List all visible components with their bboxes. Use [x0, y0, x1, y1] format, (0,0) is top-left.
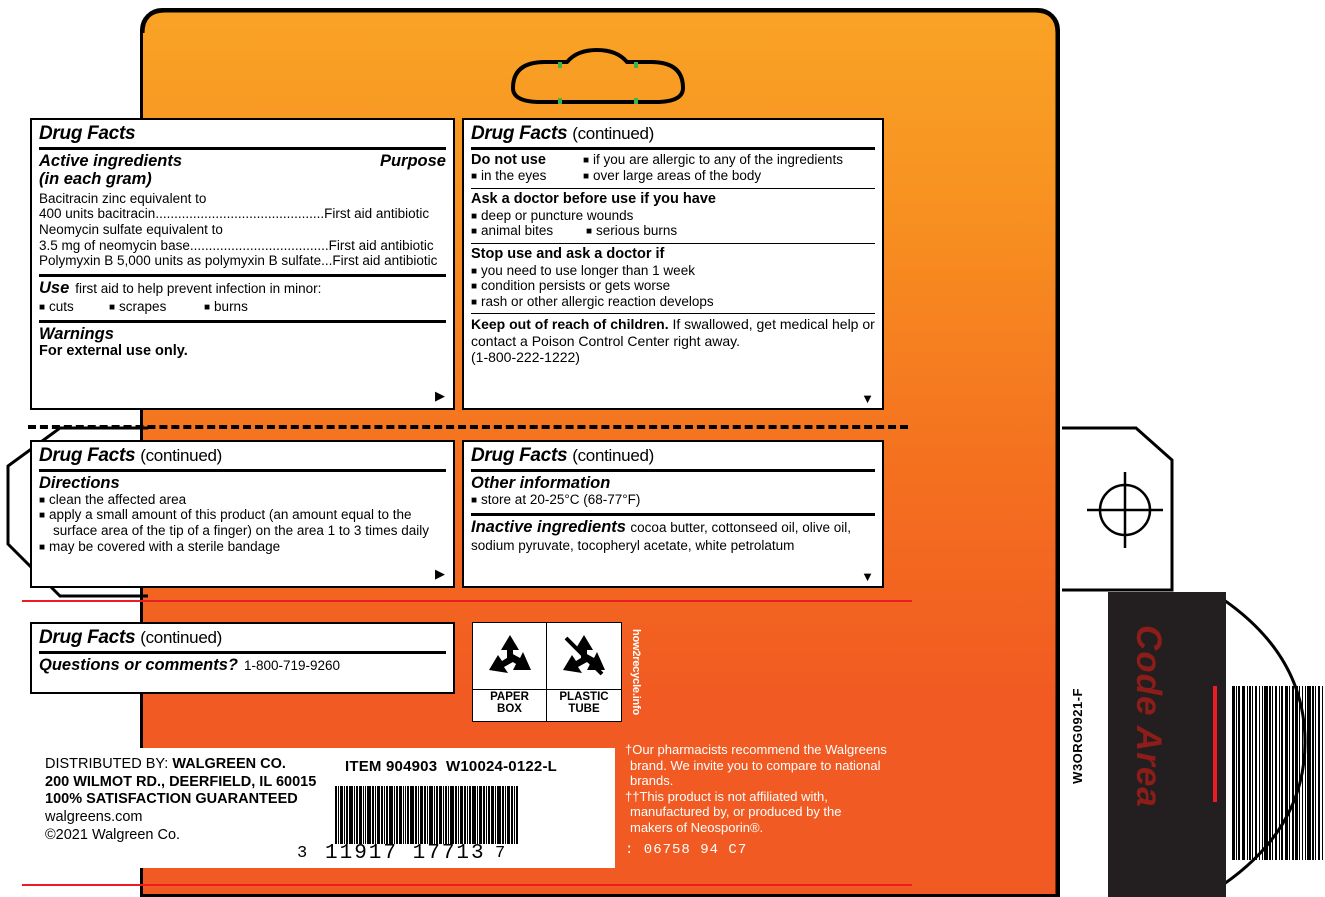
panel5-rule: [39, 651, 446, 654]
panel3-continued-label: (continued): [140, 446, 222, 465]
direction-item-1: ■ clean the affected area: [39, 492, 446, 508]
fold-line-red-lower: [22, 884, 912, 886]
stop-item-2: ■ condition persists or gets worse: [471, 278, 875, 294]
score-dash-line: [28, 425, 908, 429]
panel5-continued-label: (continued): [140, 628, 222, 647]
footnote-code: : 06758 94 C7: [625, 841, 748, 858]
inactive-ingredients-text: cocoa butter, cottonseed oil, olive oil, sodium pyruvate, tocopheryl acetate, white petrolatum: [471, 520, 852, 554]
panel1-title: Drug Facts: [39, 123, 136, 144]
ask-item-2: ■ animal bites: [471, 223, 586, 239]
other-information-heading: Other information: [471, 473, 611, 492]
ingredient-line-5: Polymyxin B 5,000 units as polymyxin B sulfate...First aid antibiotic: [39, 253, 438, 269]
side-barcode: [1232, 686, 1325, 860]
active-ingredients-heading: Active ingredients: [39, 151, 183, 170]
drug-facts-panel-2: [462, 118, 884, 410]
distributor-line-2: 200 WILMOT RD., DEERFIELD, IL 60015: [45, 773, 317, 790]
upc-digit-left: 3: [297, 844, 308, 863]
registration-crosshair-icon: [1085, 470, 1165, 550]
fold-line-red-upper: [22, 600, 912, 602]
recycle-plastic-label: PLASTIC TUBE: [547, 689, 621, 718]
panel1-rule-2: [39, 274, 446, 277]
distributor-block: [35, 748, 615, 868]
drug-facts-panel-1: [30, 118, 455, 410]
panel1-continue-arrow-icon: ▶: [435, 388, 445, 403]
panel2-continue-arrow-icon: ▼: [861, 391, 874, 406]
panel4-rule: [471, 469, 875, 472]
distributor-website: walgreens.com: [45, 809, 143, 826]
other-information-item: ■ store at 20-25°C (68-77°F): [471, 492, 875, 508]
vertical-artwork-code: W3ORG0921-F: [1070, 688, 1085, 784]
ingredient-line-4: 3.5 mg of neomycin base.....................................First aid antibiotic: [39, 237, 434, 253]
keep-out-text: If swallowed, get medical help or contact a Poison Control Center right away.: [471, 316, 875, 349]
how2recycle-brand-label: how2recycle.info: [630, 628, 642, 716]
inactive-ingredients-heading: Inactive ingredients: [471, 518, 626, 537]
ingredient-line-2: 400 units bacitracin.............................................First aid antibiotic: [39, 206, 430, 222]
inactive-ingredients-block: [471, 518, 875, 555]
purpose-heading: Purpose: [379, 151, 446, 170]
directions-heading: Directions: [39, 473, 120, 492]
panel2-title: Drug Facts (continued): [471, 123, 654, 144]
ask-item-1: ■ deep or puncture wounds: [471, 208, 875, 224]
recycle-paper-label: PAPER BOX: [473, 689, 546, 718]
keep-out-of-reach: [471, 316, 875, 348]
stop-item-3: ■ rash or other allergic reaction develops: [471, 294, 875, 310]
questions-heading: Questions or comments?: [39, 655, 238, 674]
use-heading: Use: [39, 279, 70, 298]
panel3-rule: [39, 469, 446, 472]
use-item-cuts: ■ cuts: [39, 299, 109, 315]
panel1-rule: [39, 147, 446, 150]
recycle-paper-box-cell: [473, 623, 547, 721]
distributor-copyright: ©2021 Walgreen Co.: [45, 826, 181, 843]
panel4-continue-arrow-icon: ▼: [861, 569, 874, 584]
panel2-continued-label: (continued): [572, 124, 654, 143]
stop-use-heading: Stop use and ask a doctor if: [471, 245, 665, 262]
panel3-continue-arrow-icon: ▶: [435, 566, 445, 581]
warnings-heading: Warnings: [39, 324, 114, 343]
footnote-block: [625, 742, 887, 858]
upc-digit-right: 7: [495, 844, 506, 863]
upc-bars: [335, 786, 585, 844]
panel2-rule-3: [471, 243, 875, 244]
drug-facts-panel-5: [30, 622, 455, 694]
distributor-line-1: DISTRIBUTED BY: WALGREEN CO.: [45, 756, 286, 772]
recycle-plastic-tube-cell: [547, 623, 621, 721]
direction-item-3: ■ may be covered with a sterile bandage: [39, 539, 446, 555]
hang-hole-icon: [505, 48, 690, 106]
ask-item-3: ■ serious burns: [586, 223, 677, 239]
keep-out-bold: Keep out of reach of children.: [471, 316, 669, 333]
panel4-continued-label: (continued): [572, 446, 654, 465]
panel2-rule-2: [471, 188, 875, 189]
ask-doctor-heading: Ask a doctor before use if you have: [471, 190, 716, 207]
how2recycle-block: [472, 622, 622, 722]
do-not-use-item-1: ■ if you are allergic to any of the ingredients: [583, 152, 843, 168]
item-code-line: ITEM 904903 W10024-0122-L: [345, 758, 558, 775]
panel2-rule: [471, 147, 875, 150]
footnote-line-1: †Our pharmacists recommend the Walgreens brand. We invite you to compare to national brands.: [625, 742, 887, 789]
drug-facts-panel-3: [30, 440, 455, 588]
active-ingredients-heading-2: (in each gram): [39, 169, 152, 188]
poison-control-phone: (1-800-222-1222): [471, 348, 580, 365]
recycle-arrows-crossed-icon: [547, 623, 621, 689]
red-registration-tick: [1213, 686, 1217, 802]
use-item-burns: ■ burns: [204, 299, 248, 315]
upc-digits-main: 11917 17713: [325, 842, 486, 865]
warnings-text: For external use only.: [39, 343, 188, 360]
questions-phone: 1-800-719-9260: [243, 657, 341, 673]
panel4-title: Drug Facts (continued): [471, 445, 654, 466]
recycle-arrows-icon: [473, 623, 546, 689]
code-area-label: Code Area: [1129, 625, 1168, 808]
use-item-scrapes: ■ scrapes: [109, 299, 204, 315]
panel1-rule-3: [39, 320, 446, 323]
ingredient-line-3: Neomycin sulfate equivalent to: [39, 222, 223, 238]
panel5-title: Drug Facts (continued): [39, 627, 222, 648]
drug-facts-panel-4: [462, 440, 884, 588]
distributor-line-3: 100% SATISFACTION GUARANTEED: [45, 791, 298, 808]
footnote-line-2: ††This product is not affiliated with, manufactured by, or produced by the makers of Neosporin®.: [625, 788, 842, 835]
do-not-use-heading: Do not use: [471, 151, 546, 168]
panel3-title: Drug Facts (continued): [39, 445, 222, 466]
ingredient-line-1: Bacitracin zinc equivalent to: [39, 190, 207, 206]
use-text: first aid to help prevent infection in minor:: [75, 281, 322, 297]
do-not-use-item-3: ■ over large areas of the body: [583, 168, 761, 184]
panel2-rule-4: [471, 313, 875, 314]
stop-item-1: ■ you need to use longer than 1 week: [471, 263, 875, 279]
panel4-rule-2: [471, 513, 875, 516]
direction-item-2: ■ apply a small amount of this product (an amount equal to the surface area of the tip of a finger) on the area 1 to 3 times daily: [39, 507, 446, 538]
do-not-use-item-2: ■ in the eyes: [471, 168, 583, 184]
